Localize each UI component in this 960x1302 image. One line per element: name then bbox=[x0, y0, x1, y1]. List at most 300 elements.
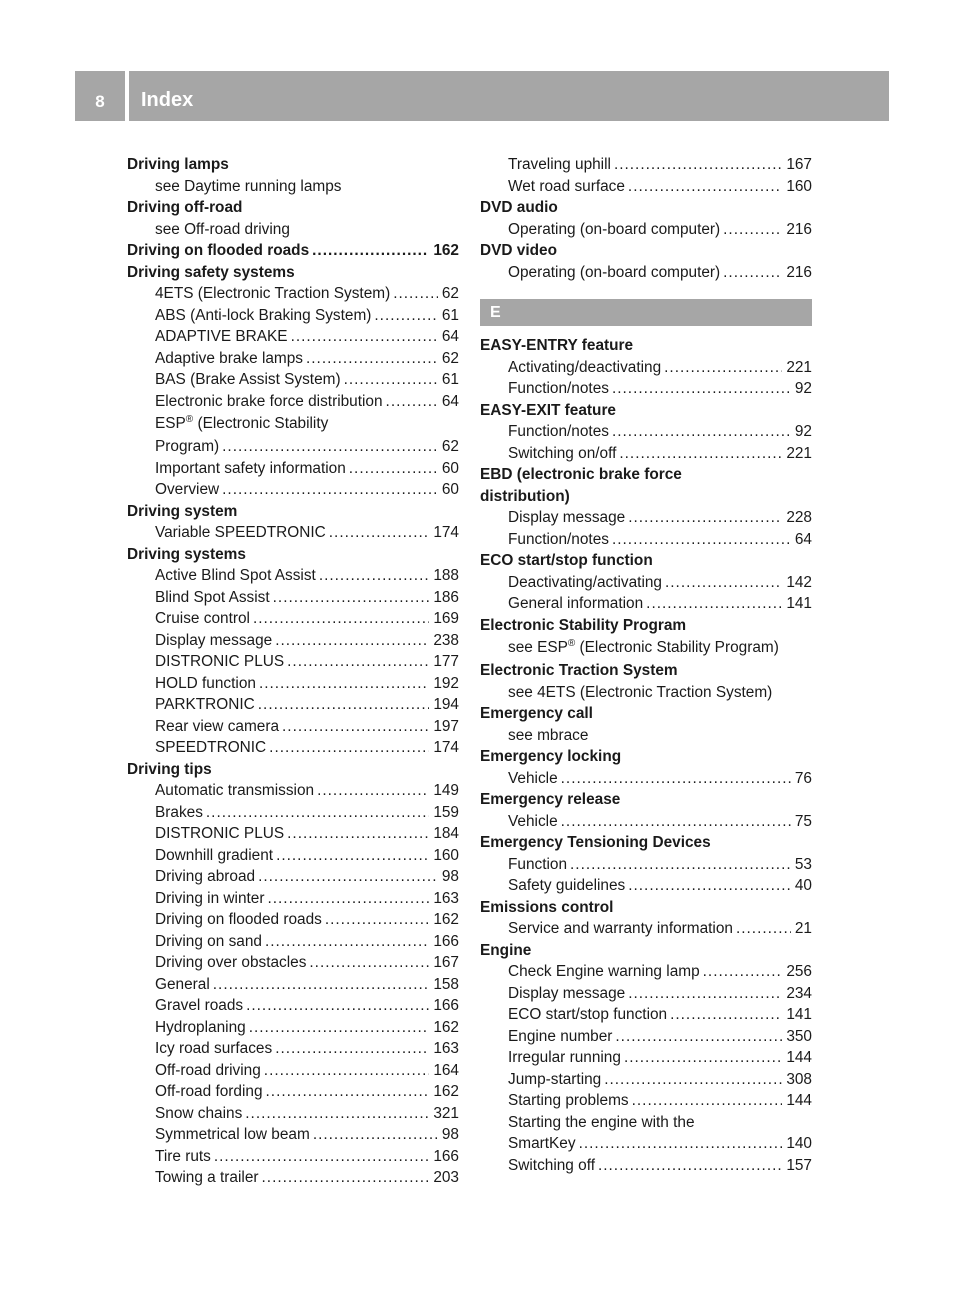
page-ref: 62 bbox=[441, 285, 459, 302]
entry-label: Engine number bbox=[508, 1027, 613, 1045]
page-ref: 61 bbox=[441, 306, 459, 324]
entry-label: Gravel roads bbox=[155, 997, 244, 1014]
index-entry bbox=[127, 737, 459, 759]
index-entry bbox=[127, 1081, 459, 1103]
index-heading-entry bbox=[127, 240, 459, 262]
index-entry bbox=[127, 305, 459, 327]
index-heading: Driving off-road bbox=[127, 199, 243, 216]
entry-label: Program) bbox=[155, 438, 220, 455]
entry-label: Tire ruts bbox=[155, 1147, 211, 1165]
index-heading: EBD (electronic brake force bbox=[480, 466, 682, 483]
index-entry bbox=[480, 176, 812, 198]
page-ref: 53 bbox=[794, 855, 812, 873]
index-entry bbox=[480, 529, 812, 551]
index-heading: Driving systems bbox=[127, 545, 246, 563]
page-ref: 60 bbox=[441, 459, 459, 477]
dot-leader bbox=[628, 176, 782, 198]
dot-leader bbox=[736, 918, 791, 940]
index-note: see Daytime running lamps bbox=[155, 177, 342, 195]
page-ref: 166 bbox=[433, 997, 459, 1014]
page-ref: 184 bbox=[433, 825, 459, 842]
index-heading: Emergency locking bbox=[480, 748, 622, 765]
page-ref: 188 bbox=[433, 567, 459, 584]
dot-leader bbox=[246, 995, 429, 1017]
dot-leader bbox=[579, 1133, 783, 1155]
page-ref: 76 bbox=[794, 769, 812, 787]
entry-label: Check Engine warning lamp bbox=[508, 963, 700, 980]
dot-leader bbox=[612, 378, 791, 400]
page-ref: 238 bbox=[433, 631, 459, 649]
index-entry bbox=[127, 1103, 459, 1125]
entry-label: Overview bbox=[155, 481, 220, 498]
page-ref: 98 bbox=[441, 1126, 459, 1143]
index-heading: EASY-ENTRY feature bbox=[480, 337, 634, 354]
entry-label: Off-road driving bbox=[155, 1061, 261, 1079]
dot-leader bbox=[265, 931, 429, 953]
page-ref: 162 bbox=[433, 911, 459, 928]
entry-label: Adaptive brake lamps bbox=[155, 349, 303, 367]
entry-label: Operating (on-board computer) bbox=[508, 263, 721, 281]
index-entry bbox=[480, 572, 812, 594]
page-ref: 144 bbox=[786, 1049, 812, 1066]
entry-label: Vehicle bbox=[508, 769, 558, 787]
page-ref: 167 bbox=[433, 954, 459, 971]
page-ref: 166 bbox=[433, 1147, 459, 1165]
dot-leader bbox=[287, 823, 429, 845]
entry-label: Service and warranty information bbox=[508, 920, 733, 937]
index-note: see 4ETS (Electronic Traction System) bbox=[508, 683, 773, 701]
dot-leader bbox=[561, 768, 791, 790]
entry-label: Driving abroad bbox=[155, 868, 256, 885]
dot-leader bbox=[291, 326, 438, 348]
index-entry bbox=[127, 823, 459, 845]
page-ref: 64 bbox=[794, 530, 812, 548]
index-entry bbox=[480, 811, 812, 833]
index-heading: distribution) bbox=[480, 487, 570, 505]
entry-label: Variable SPEEDTRONIC bbox=[155, 524, 326, 541]
index-heading: EASY-EXIT feature bbox=[480, 401, 616, 419]
section-title: Index bbox=[141, 89, 194, 111]
index-entry bbox=[127, 931, 459, 953]
index-entry bbox=[480, 378, 812, 400]
dot-leader bbox=[275, 630, 429, 652]
page-ref: 160 bbox=[433, 846, 459, 864]
page-ref: 61 bbox=[441, 371, 459, 388]
page-ref: 92 bbox=[794, 380, 812, 397]
dot-leader bbox=[282, 716, 429, 738]
dot-leader bbox=[325, 909, 429, 931]
entry-label: ECO start/stop function bbox=[508, 1006, 668, 1023]
dot-leader bbox=[670, 1004, 782, 1026]
registered-mark: ® bbox=[185, 413, 194, 425]
entry-label: Irregular running bbox=[508, 1049, 621, 1066]
entry-label: General bbox=[155, 975, 210, 993]
index-entry bbox=[127, 802, 459, 824]
index-entry bbox=[127, 845, 459, 867]
dot-leader bbox=[253, 608, 429, 630]
entry-label: ADAPTIVE BRAKE bbox=[155, 328, 288, 345]
index-heading: Emissions control bbox=[480, 898, 614, 916]
index-entry bbox=[480, 154, 812, 176]
entry-label: SmartKey bbox=[508, 1135, 576, 1152]
page-ref: 350 bbox=[786, 1027, 812, 1045]
registered-mark: ® bbox=[567, 637, 576, 649]
index-entry bbox=[127, 952, 459, 974]
entry-label: Towing a trailer bbox=[155, 1169, 259, 1186]
index-entry bbox=[480, 1004, 812, 1026]
index-entry bbox=[127, 326, 459, 348]
index-entry bbox=[127, 716, 459, 738]
entry-label: DISTRONIC PLUS bbox=[155, 825, 285, 842]
entry-label: Safety guidelines bbox=[508, 877, 626, 894]
index-entry bbox=[127, 369, 459, 391]
dot-leader bbox=[665, 572, 782, 594]
page-ref: 40 bbox=[794, 877, 812, 894]
index-entry bbox=[127, 348, 459, 370]
entry-label: Snow chains bbox=[155, 1104, 243, 1122]
page-ref: 163 bbox=[433, 1040, 459, 1057]
page-ref: 144 bbox=[786, 1092, 812, 1109]
page-ref: 308 bbox=[786, 1070, 812, 1088]
entry-label: Driving on flooded roads bbox=[127, 242, 310, 259]
index-entry bbox=[480, 1026, 812, 1048]
page-ref: 197 bbox=[433, 717, 459, 735]
entry-label: General information bbox=[508, 595, 644, 612]
index-heading: Emergency release bbox=[480, 791, 621, 808]
index-entry bbox=[127, 522, 459, 544]
dot-leader bbox=[628, 983, 782, 1005]
dot-leader bbox=[374, 305, 437, 327]
index-entry bbox=[480, 219, 812, 241]
entry-label: Blind Spot Assist bbox=[155, 588, 270, 606]
index-entry bbox=[480, 357, 812, 379]
index-entry bbox=[480, 262, 812, 284]
entry-label: Driving on flooded roads bbox=[155, 911, 322, 928]
dot-leader bbox=[287, 651, 429, 673]
dot-leader bbox=[632, 1090, 783, 1112]
page-ref: 203 bbox=[433, 1169, 459, 1186]
page-ref: 62 bbox=[441, 438, 459, 455]
entry-label: Switching off bbox=[508, 1156, 595, 1174]
entry-label: Display message bbox=[155, 631, 273, 649]
header-divider bbox=[125, 71, 129, 121]
entry-label: 4ETS (Electronic Traction System) bbox=[155, 285, 391, 302]
entry-label: Driving on sand bbox=[155, 932, 262, 950]
index-entry bbox=[127, 1017, 459, 1039]
entry-label: Function bbox=[508, 855, 568, 873]
dot-leader bbox=[664, 357, 782, 379]
entry-label: Starting problems bbox=[508, 1092, 629, 1109]
entry-label: Driving in winter bbox=[155, 889, 265, 907]
note-text: see ESP bbox=[508, 639, 568, 656]
page-ref: 177 bbox=[433, 653, 459, 670]
note-text: (Electronic Stability Program) bbox=[575, 639, 779, 656]
entry-label: Jump-starting bbox=[508, 1070, 602, 1088]
dot-leader bbox=[262, 1167, 430, 1189]
index-entry bbox=[480, 961, 812, 983]
index-entry bbox=[127, 694, 459, 716]
index-entry bbox=[480, 1069, 812, 1091]
page-ref: 64 bbox=[441, 328, 459, 345]
index-heading: Engine bbox=[480, 941, 532, 959]
index-note: Starting the engine with the bbox=[508, 1113, 695, 1131]
entry-label: Active Blind Spot Assist bbox=[155, 567, 316, 584]
entry-label: Display message bbox=[508, 509, 626, 526]
page-ref: 256 bbox=[786, 963, 812, 980]
page-ref: 164 bbox=[433, 1061, 459, 1079]
dot-leader bbox=[269, 737, 429, 759]
index-entry bbox=[480, 421, 812, 443]
entry-label: HOLD function bbox=[155, 674, 256, 692]
dot-leader bbox=[619, 443, 782, 465]
page-ref: 162 bbox=[433, 1018, 459, 1036]
index-entry bbox=[127, 1146, 459, 1168]
page-ref: 98 bbox=[441, 868, 459, 885]
entry-label: Important safety information bbox=[155, 459, 346, 477]
entry-label: Downhill gradient bbox=[155, 846, 274, 864]
index-entry bbox=[127, 673, 459, 695]
page-ref: 140 bbox=[786, 1135, 812, 1152]
page-ref: 162 bbox=[433, 1083, 459, 1100]
page-ref: 64 bbox=[441, 392, 459, 410]
dot-leader bbox=[264, 1060, 430, 1082]
page-ref: 141 bbox=[786, 595, 812, 612]
page-ref: 21 bbox=[794, 920, 812, 937]
page-ref: 92 bbox=[794, 423, 812, 440]
page-ref: 169 bbox=[433, 610, 459, 627]
dot-leader bbox=[317, 780, 429, 802]
page-ref: 157 bbox=[786, 1156, 812, 1174]
index-entry bbox=[127, 909, 459, 931]
index-entry bbox=[127, 1167, 459, 1189]
index-heading: Driving tips bbox=[127, 760, 212, 778]
page-ref: 162 bbox=[433, 242, 459, 259]
index-entry bbox=[480, 1047, 812, 1069]
index-entry bbox=[127, 1124, 459, 1146]
dot-leader bbox=[624, 1047, 782, 1069]
index-entry bbox=[480, 1155, 812, 1177]
index-entry bbox=[127, 651, 459, 673]
index-entry bbox=[127, 866, 459, 888]
entry-label: Function/notes bbox=[508, 423, 609, 440]
page-ref: 228 bbox=[786, 509, 812, 526]
dot-leader bbox=[344, 369, 438, 391]
entry-label: Wet road surface bbox=[508, 177, 625, 195]
entry-label: DISTRONIC PLUS bbox=[155, 653, 285, 670]
dot-leader bbox=[306, 348, 438, 370]
index-entry bbox=[127, 391, 459, 413]
dot-leader bbox=[612, 421, 791, 443]
page-ref: 163 bbox=[433, 889, 459, 907]
index-entry bbox=[127, 458, 459, 480]
dot-leader bbox=[319, 565, 429, 587]
entry-label: Cruise control bbox=[155, 610, 250, 627]
entry-label: Activating/deactivating bbox=[508, 358, 662, 376]
page-ref: 75 bbox=[794, 812, 812, 830]
index-heading: Electronic Traction System bbox=[480, 662, 678, 679]
index-entry bbox=[127, 974, 459, 996]
entry-label: Icy road surfaces bbox=[155, 1040, 273, 1057]
dot-leader bbox=[561, 811, 791, 833]
index-heading: DVD audio bbox=[480, 199, 558, 216]
entry-label: Rear view camera bbox=[155, 717, 280, 735]
index-entry bbox=[480, 768, 812, 790]
dot-leader bbox=[723, 262, 782, 284]
index-entry bbox=[480, 507, 812, 529]
index-entry bbox=[127, 283, 459, 305]
entry-label: Traveling uphill bbox=[508, 156, 611, 173]
dot-leader bbox=[258, 866, 438, 888]
entry-label: Vehicle bbox=[508, 812, 558, 830]
dot-leader bbox=[266, 1081, 430, 1103]
index-entry bbox=[480, 918, 812, 940]
index-column-right bbox=[480, 154, 812, 1176]
note-text: (Electronic Stability bbox=[193, 415, 329, 432]
index-entry bbox=[127, 1038, 459, 1060]
entry-label: Brakes bbox=[155, 803, 203, 821]
page-ref: 62 bbox=[441, 349, 459, 367]
index-entry bbox=[127, 608, 459, 630]
dot-leader bbox=[612, 529, 791, 551]
index-heading: Driving system bbox=[127, 502, 238, 520]
index-heading: Driving safety systems bbox=[127, 263, 295, 281]
dot-leader bbox=[349, 458, 438, 480]
page-ref: 141 bbox=[786, 1006, 812, 1023]
entry-label: Deactivating/activating bbox=[508, 573, 662, 591]
page-ref: 142 bbox=[786, 573, 812, 591]
dot-leader bbox=[329, 522, 430, 544]
index-entry bbox=[480, 875, 812, 897]
dot-leader bbox=[615, 1026, 782, 1048]
entry-label: Off-road fording bbox=[155, 1083, 263, 1100]
page-number: 8 bbox=[95, 92, 105, 111]
index-entry bbox=[127, 1060, 459, 1082]
dot-leader bbox=[313, 1124, 438, 1146]
page-ref: 149 bbox=[433, 782, 459, 799]
index-entry bbox=[480, 854, 812, 876]
page-ref: 321 bbox=[433, 1104, 459, 1122]
entry-label: Display message bbox=[508, 984, 626, 1002]
dot-leader bbox=[222, 479, 438, 501]
index-heading: DVD video bbox=[480, 242, 557, 259]
dot-leader bbox=[570, 854, 791, 876]
index-entry bbox=[127, 436, 459, 458]
note-text: ESP bbox=[155, 415, 186, 432]
entry-label: SPEEDTRONIC bbox=[155, 739, 267, 756]
dot-leader bbox=[309, 952, 429, 974]
entry-label: Symmetrical low beam bbox=[155, 1126, 310, 1143]
index-note: see Off-road driving bbox=[155, 220, 290, 238]
page-ref: 174 bbox=[433, 524, 459, 541]
index-entry bbox=[127, 479, 459, 501]
dot-leader bbox=[386, 391, 438, 413]
entry-label: Function/notes bbox=[508, 380, 609, 397]
index-heading: ECO start/stop function bbox=[480, 552, 653, 569]
dot-leader bbox=[213, 974, 430, 996]
index-note bbox=[480, 636, 812, 660]
entry-label: Hydroplaning bbox=[155, 1018, 246, 1036]
entry-label: Driving over obstacles bbox=[155, 954, 307, 971]
index-heading: Emergency Tensioning Devices bbox=[480, 834, 711, 851]
index-entry bbox=[127, 995, 459, 1017]
page-ref: 216 bbox=[786, 220, 812, 238]
page-ref: 192 bbox=[433, 674, 459, 692]
dot-leader bbox=[273, 587, 430, 609]
dot-leader bbox=[393, 283, 438, 305]
entry-label: ABS (Anti-lock Braking System) bbox=[155, 306, 372, 324]
dot-leader bbox=[604, 1069, 782, 1091]
dot-leader bbox=[276, 845, 429, 867]
index-entry bbox=[480, 983, 812, 1005]
index-entry bbox=[480, 593, 812, 615]
entry-label: Switching on/off bbox=[508, 444, 617, 462]
dot-leader bbox=[214, 1146, 429, 1168]
page-ref: 186 bbox=[433, 588, 459, 606]
page-ref: 159 bbox=[433, 803, 459, 821]
page-ref: 221 bbox=[786, 444, 812, 462]
entry-label: Electronic brake force distribution bbox=[155, 392, 383, 410]
index-entry bbox=[480, 443, 812, 465]
dot-leader bbox=[598, 1155, 782, 1177]
dot-leader bbox=[723, 219, 782, 241]
entry-label: Operating (on-board computer) bbox=[508, 220, 721, 238]
dot-leader bbox=[222, 436, 438, 458]
dot-leader bbox=[312, 240, 429, 262]
page-ref: 234 bbox=[786, 984, 812, 1002]
page-ref: 166 bbox=[433, 932, 459, 950]
dot-leader bbox=[646, 593, 782, 615]
entry-label: Automatic transmission bbox=[155, 782, 315, 799]
index-entry bbox=[127, 780, 459, 802]
index-heading: Emergency call bbox=[480, 705, 593, 722]
page-ref: 174 bbox=[433, 739, 459, 756]
dot-leader bbox=[245, 1103, 429, 1125]
page-ref: 194 bbox=[433, 696, 459, 713]
dot-leader bbox=[628, 875, 791, 897]
dot-leader bbox=[258, 694, 430, 716]
dot-leader bbox=[206, 802, 429, 824]
page-ref: 160 bbox=[786, 177, 812, 195]
index-note bbox=[127, 412, 459, 436]
index-entry bbox=[127, 888, 459, 910]
page-ref: 221 bbox=[786, 358, 812, 376]
dot-leader bbox=[267, 888, 429, 910]
letter-section-header: E bbox=[480, 299, 812, 326]
index-entry bbox=[480, 1090, 812, 1112]
page-ref: 216 bbox=[786, 263, 812, 281]
index-entry bbox=[127, 630, 459, 652]
dot-leader bbox=[614, 154, 782, 176]
page-ref: 60 bbox=[441, 481, 459, 498]
index-heading: Electronic Stability Program bbox=[480, 616, 687, 634]
entry-label: Function/notes bbox=[508, 530, 609, 548]
page-ref: 167 bbox=[786, 156, 812, 173]
index-note: see mbrace bbox=[508, 726, 589, 744]
entry-label: BAS (Brake Assist System) bbox=[155, 371, 341, 388]
dot-leader bbox=[628, 507, 782, 529]
page-ref: 158 bbox=[433, 975, 459, 993]
index-entry bbox=[480, 1133, 812, 1155]
dot-leader bbox=[249, 1017, 430, 1039]
dot-leader bbox=[275, 1038, 429, 1060]
index-heading: Driving lamps bbox=[127, 156, 229, 173]
index-entry bbox=[127, 565, 459, 587]
index-entry bbox=[127, 587, 459, 609]
header-band bbox=[75, 71, 889, 121]
entry-label: PARKTRONIC bbox=[155, 696, 255, 713]
dot-leader bbox=[259, 673, 429, 695]
dot-leader bbox=[703, 961, 783, 983]
